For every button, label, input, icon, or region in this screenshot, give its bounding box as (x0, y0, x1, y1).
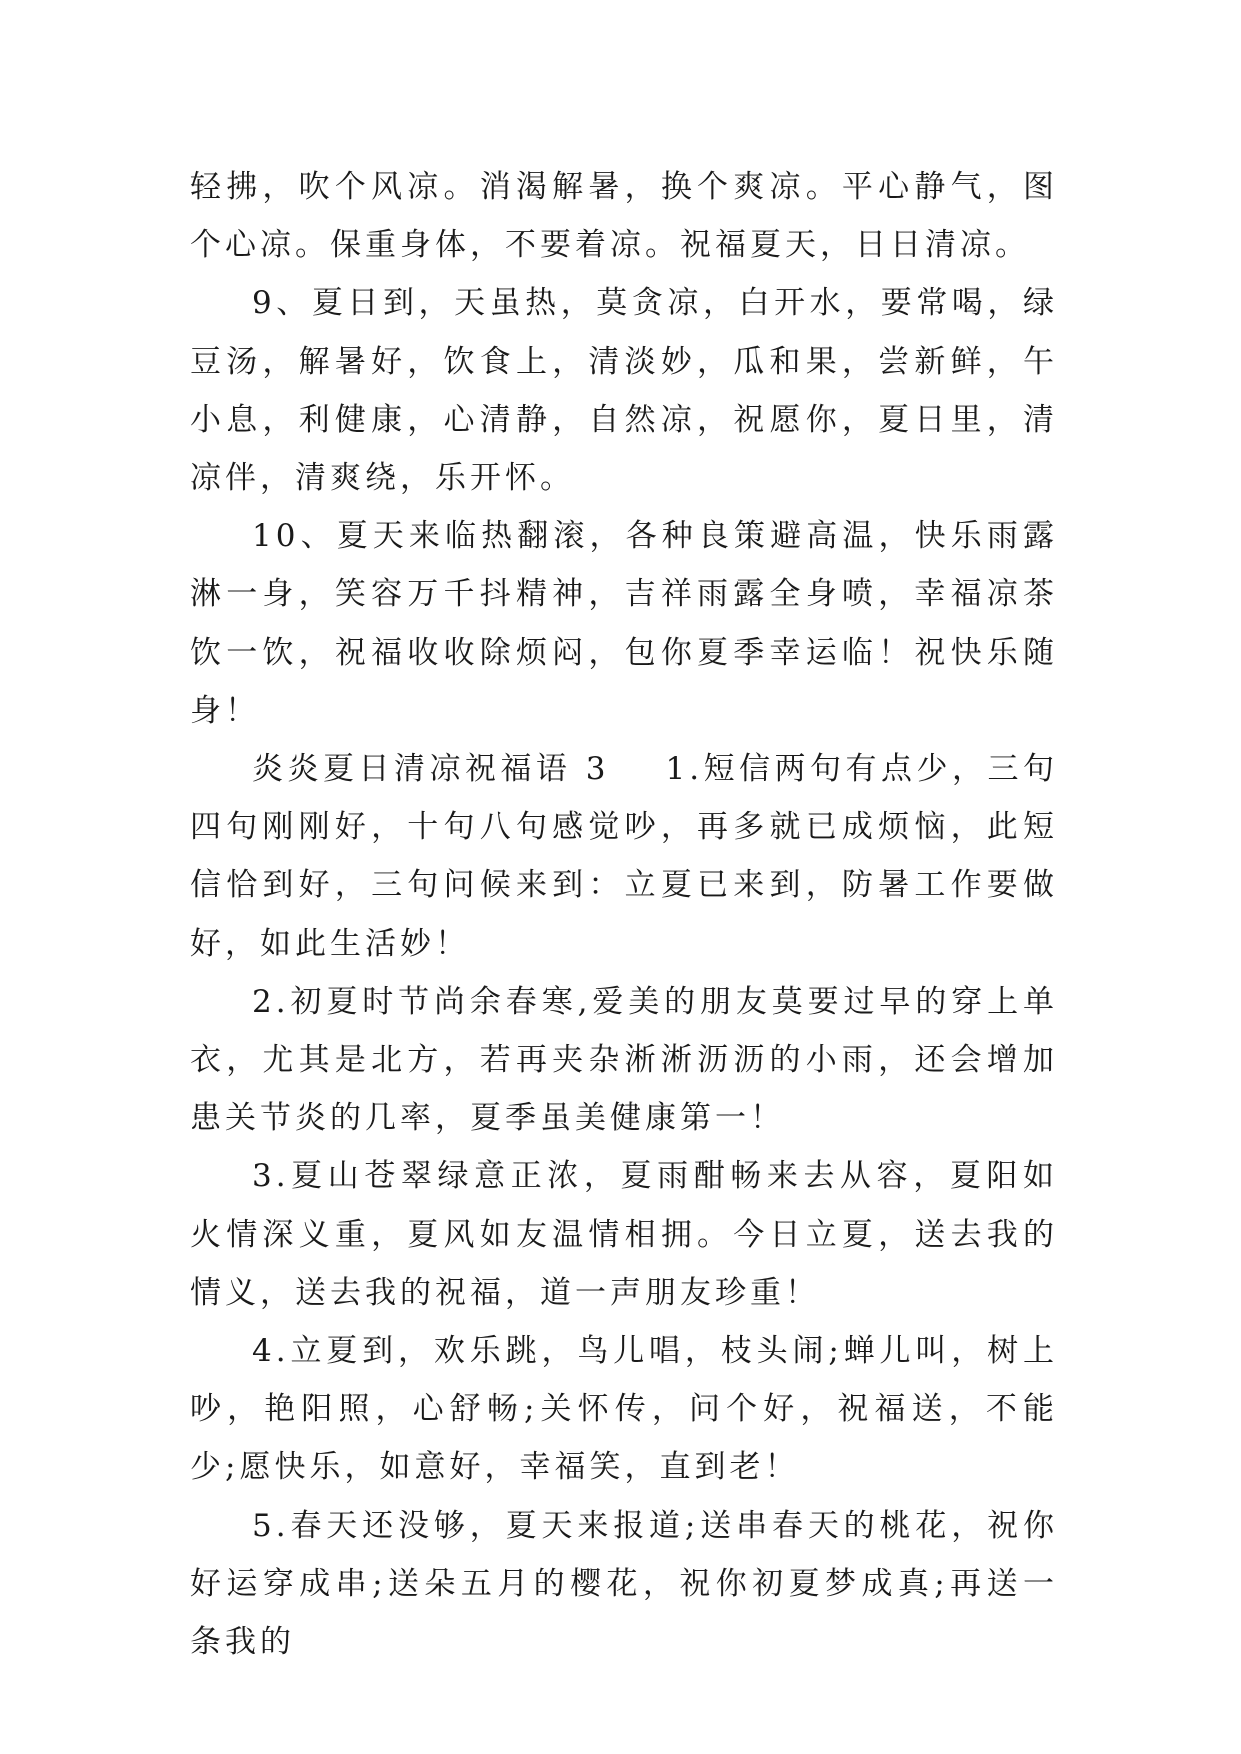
document-body (190, 158, 1058, 1671)
paragraph-text: 3.夏山苍翠绿意正浓，夏雨酣畅来去从容，夏阳如火情深义重，夏风如友温情相拥。今日立夏，送去我的情义，送去我的祝福，道一声朋友珍重！ (190, 1158, 1058, 1311)
paragraph-text: 4.立夏到，欢乐跳，鸟儿唱，枝头闹;蝉儿叫，树上吵，艳阳照，心舒畅;关怀传，问个好，祝福送，不能少;愿快乐，如意好，幸福笑，直到老！ (190, 1333, 1058, 1486)
paragraph-item-10 (190, 507, 1058, 740)
paragraph-text: 2.初夏时节尚余春寒,爱美的朋友莫要过早的穿上单衣，尤其是北方，若再夹杂淅淅沥沥的小雨，还会增加患关节炎的几率，夏季虽美健康第一！ (190, 983, 1058, 1137)
paragraph-section-3 (190, 740, 1058, 973)
paragraph-text: 9、夏日到，天虽热，莫贪凉，白开水，要常喝，绿豆汤，解暑好，饮食上，清淡妙，瓜和果，尝新鲜，午小息，利健康，心清静，自然凉，祝愿你，夏日里，清凉伴，清爽绕，乐开怀。 (190, 285, 1058, 497)
paragraph-item-9 (190, 274, 1058, 507)
paragraph-text: 5.春天还没够，夏天来报道;送串春天的桃花，祝你好运穿成串;送朵五月的樱花，祝你初夏梦成真;再送一条我的 (190, 1507, 1058, 1661)
paragraph-text: 轻拂，吹个风凉。消渴解暑，换个爽凉。平心静气，图个心凉。保重身体，不要着凉。祝福夏天，日日清凉。 (190, 169, 1058, 264)
paragraph-text: 10、夏天来临热翻滚，各种良策避高温，快乐雨露淋一身，笑容万千抖精神，吉祥雨露全身喷，幸福凉茶饮一饮，祝福收收除烦闷，包你夏季幸运临！祝快乐随身！ (190, 518, 1058, 729)
paragraph-text: 1.短信两句有点少，三句四句刚刚好，十句八句感觉吵，再多就已成烦恼，此短信恰到好，三句问候来到：立夏已来到，防暑工作要做好，如此生活妙！ (190, 751, 1058, 962)
paragraph-item-4 (190, 1322, 1058, 1497)
paragraph-item-5 (190, 1497, 1058, 1672)
section-heading: 炎炎夏日清凉祝福语 3 (252, 751, 610, 788)
paragraph-continuation (190, 158, 1058, 274)
paragraph-item-3 (190, 1147, 1058, 1322)
paragraph-item-2 (190, 973, 1058, 1148)
